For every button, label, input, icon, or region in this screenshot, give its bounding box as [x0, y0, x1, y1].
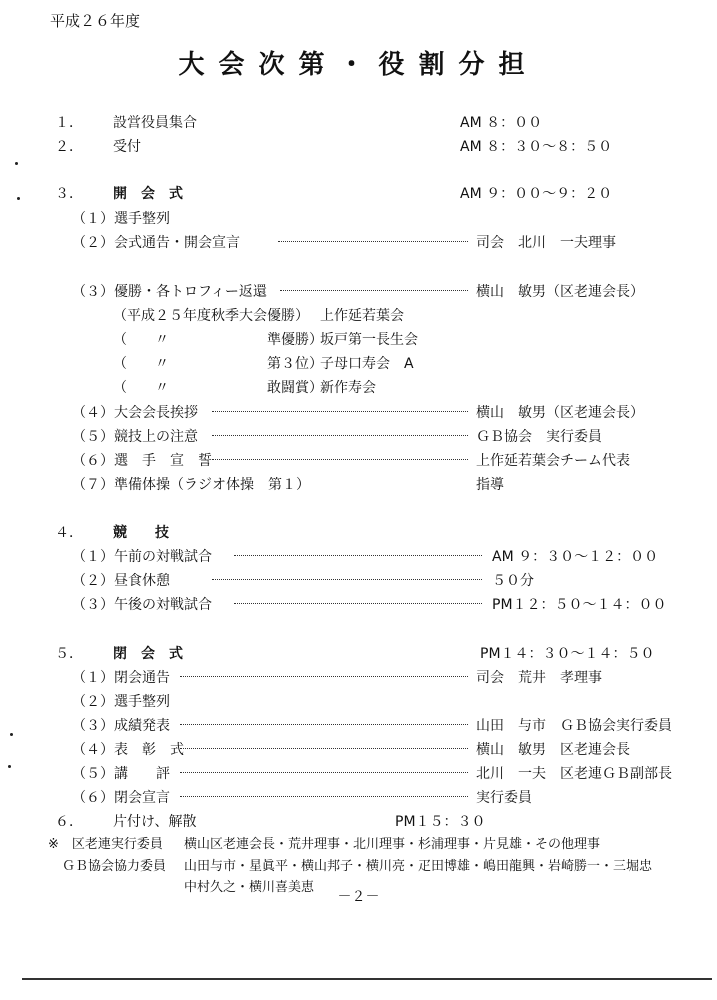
sub-label: （２）昼食休憩	[72, 573, 170, 589]
sub-item	[0, 712, 717, 734]
item-time: AM ８：００	[460, 115, 543, 131]
sub-role: 指導	[476, 477, 504, 493]
sub-label: （６）閉会宣言	[72, 790, 170, 806]
bottom-rule	[22, 978, 712, 980]
sub-label: （６）選 手 宣 誓	[72, 453, 212, 469]
sub-item	[0, 736, 717, 758]
item-label: 片付け、解散	[113, 814, 197, 830]
award-label: （平成２５年度秋季大会優勝）	[113, 308, 309, 324]
item-label: 競 技	[113, 525, 169, 541]
award-label: （ 〃 準優勝）	[113, 332, 323, 348]
item-number: ６．	[55, 814, 83, 830]
year-label: 平成２６年度	[50, 12, 141, 30]
item-label: 設営役員集合	[113, 115, 197, 131]
sub-role: 山田 与市 ＧＢ協会実行委員	[476, 718, 672, 734]
item-number: ２．	[55, 139, 83, 155]
sub-role: 横山 敏男 区老連会長	[476, 742, 630, 758]
dot-leader	[180, 796, 468, 797]
sub-label: （４）表 彰 式	[72, 742, 184, 758]
item-1	[0, 109, 717, 131]
page-title: 大会次第・役割分担	[178, 50, 539, 80]
dot-leader	[278, 241, 468, 242]
sub-role: 実行委員	[476, 790, 532, 806]
team-name: 新作寿会	[320, 380, 376, 396]
award-label: （ 〃 敢闘賞）	[113, 380, 323, 396]
sub-role: PM１２：５０～１４：００	[492, 597, 667, 613]
sub-item	[0, 664, 717, 686]
dot-leader	[180, 772, 468, 773]
sub-item	[0, 278, 717, 300]
scan-speck	[17, 197, 20, 200]
sub-item	[0, 423, 717, 445]
award-label: （ 〃 第３位）	[113, 356, 323, 372]
dot-leader	[280, 290, 468, 291]
item-label: 閉 会 式	[113, 646, 183, 662]
note-text: 横山区老連会長・荒井理事・北川理事・杉浦理事・片見雄・その他理事	[184, 837, 601, 852]
sub-label: （１）閉会通告	[72, 670, 170, 686]
sub-item	[0, 567, 717, 589]
item-number: １．	[55, 115, 83, 131]
item-number: ５．	[55, 646, 83, 662]
sub-item	[0, 447, 717, 469]
dot-leader	[180, 748, 468, 749]
winner-row	[0, 302, 717, 324]
item-label: 開 会 式	[113, 186, 183, 202]
sub-role: 北川 一夫 区老連ＧＢ副部長	[476, 766, 672, 782]
item-number: ４．	[55, 525, 83, 541]
sub-label: （７）準備体操（ラジオ体操 第１）	[72, 477, 310, 493]
scan-speck	[15, 162, 18, 165]
sub-role: 横山 敏男（区老連会長）	[476, 284, 644, 300]
sub-item	[0, 784, 717, 806]
sub-label: （４）大会会長挨拶	[72, 405, 198, 421]
item-number: ３．	[55, 186, 83, 202]
sub-label: （５）講 評	[72, 766, 170, 782]
sub-item	[0, 205, 717, 227]
page-number: －２－	[337, 889, 380, 905]
sub-label: （３）優勝・各トロフィー返還	[72, 284, 267, 300]
sub-label: （１）選手整列	[72, 211, 170, 227]
dot-leader	[234, 603, 482, 604]
scan-speck	[10, 733, 13, 736]
sub-item	[0, 543, 717, 565]
item-time: PM１４：３０～１４：５０	[480, 646, 655, 662]
sub-label: （１）午前の対戦試合	[72, 549, 212, 565]
item-time: PM１５：３０	[395, 814, 486, 830]
dot-leader	[212, 579, 482, 580]
sub-role: 司会 荒井 孝理事	[476, 670, 602, 686]
dot-leader	[212, 411, 468, 412]
sub-item	[0, 688, 717, 710]
dot-leader	[234, 555, 482, 556]
sub-label: （３）成績発表	[72, 718, 170, 734]
note-heading: ※ 区老連実行委員	[48, 837, 163, 852]
dot-leader	[212, 459, 468, 460]
item-time: AM ９：００～９：２０	[460, 186, 613, 202]
dot-leader	[180, 676, 468, 677]
note-row	[0, 830, 717, 852]
sub-role: 司会 北川 一夫理事	[476, 235, 616, 251]
sub-role: ５０分	[492, 573, 534, 589]
sub-role: ＧＢ協会 実行委員	[476, 429, 602, 445]
sub-label: （３）午後の対戦試合	[72, 597, 212, 613]
winner-row	[0, 374, 717, 396]
sub-label: （２）選手整列	[72, 694, 170, 710]
item-label: 受付	[113, 139, 141, 155]
scan-speck	[8, 765, 11, 768]
team-name: 坂戸第一長生会	[320, 332, 418, 348]
note-text: 中村久之・横川喜美恵	[184, 880, 315, 895]
winner-row	[0, 326, 717, 348]
sub-item	[0, 229, 717, 251]
note-row	[0, 852, 717, 874]
team-name: 子母口寿会 A	[320, 356, 414, 372]
item-2	[0, 133, 717, 155]
dot-leader	[180, 724, 468, 725]
sub-item	[0, 760, 717, 782]
note-heading: ＧＢ協会協力委員	[62, 859, 167, 874]
dot-leader	[212, 435, 468, 436]
winner-row	[0, 350, 717, 372]
sub-role: 横山 敏男（区老連会長）	[476, 405, 644, 421]
sub-item	[0, 591, 717, 613]
note-text: 山田与市・星眞平・横山邦子・横川亮・疋田博雄・嶋田龍興・岩崎勝一・三堀忠	[184, 859, 653, 874]
item-3	[0, 180, 717, 202]
item-6	[0, 808, 717, 830]
sub-label: （５）競技上の注意	[72, 429, 198, 445]
sub-role: AM ９：３０～１２：００	[492, 549, 659, 565]
item-5	[0, 640, 717, 662]
sub-item	[0, 399, 717, 421]
team-name: 上作延若葉会	[320, 308, 404, 324]
item-time: AM ８：３０～８：５０	[460, 139, 613, 155]
item-4	[0, 519, 717, 541]
sub-item	[0, 471, 717, 493]
sub-label: （２）会式通告・開会宣言	[72, 235, 240, 251]
sub-role: 上作延若葉会チーム代表	[476, 453, 630, 469]
